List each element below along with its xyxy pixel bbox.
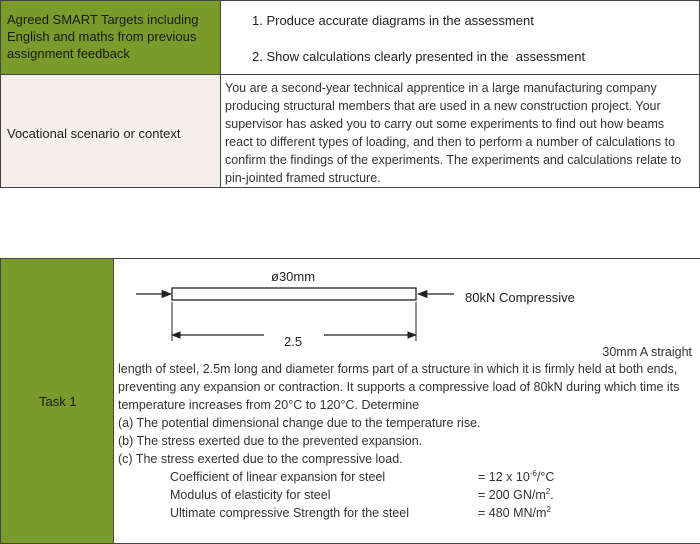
length-label: 2.5 <box>284 334 303 349</box>
task-statement-first-line: 30mm A straight <box>602 345 692 359</box>
property-value: = 200 $GN/m^2$. <box>478 486 554 502</box>
task-statement: length of steel, 2.5m long and diameter forms part of a structure in which it is firmly held at both ends, preventing any expansion or contraction. It supports a compressive load of 80kN during which time its temperature increases from 20°C to 120°C. Determine <box>118 362 680 412</box>
scenario-text: You are a second-year technical apprentice in a large manufacturing company producing structural members that are used in a new construction project. Your supervisor has asked you to carry out some experiments to find out how beams react to different types of loading, and then to perform a number of calculations to confirm the findings of the experiments. The experiments and calculations relate to pin-jointed framed structure. <box>225 81 682 185</box>
task-content-cell <box>113 258 700 544</box>
task-label: Task 1 <box>39 394 77 409</box>
scenario-header-cell <box>0 74 221 188</box>
smart-targets-cell <box>220 0 700 75</box>
question-item: (c) The stress exerted due to the compressive load. <box>118 452 403 466</box>
steel-bar-diagram <box>114 259 700 349</box>
property-value: = 480 $MN/m^2$ <box>478 504 551 520</box>
target-item: 2. Show calculations clearly presented in the assessment <box>252 49 586 64</box>
target-item: 1. Produce accurate diagrams in the assessment <box>252 13 534 28</box>
scenario-cell <box>220 74 700 188</box>
scenario-header: Vocational scenario or context <box>7 126 181 141</box>
diameter-label: ø30mm <box>271 269 316 284</box>
property-name: Coefficient of linear expansion for steel <box>170 470 386 484</box>
load-label: 80kN Compressive <box>465 290 575 305</box>
question-item: (a) The potential dimensional change due to the temperature rise. <box>118 416 481 430</box>
steel-bar <box>172 288 416 300</box>
smart-targets-header-cell <box>0 0 221 75</box>
property-value: = 12 x $10^{-6}/^\circ C$ <box>478 468 555 484</box>
property-name: Ultimate compressive Strength for the steel <box>170 506 409 520</box>
property-name: Modulus of elasticity for steel <box>170 488 331 502</box>
question-item: (b) The stress exerted due to the prevented expansion. <box>118 434 423 448</box>
smart-targets-header: Agreed SMART Targets including English and maths from previous assignment feedback <box>7 12 199 61</box>
task-label-cell <box>0 258 114 544</box>
